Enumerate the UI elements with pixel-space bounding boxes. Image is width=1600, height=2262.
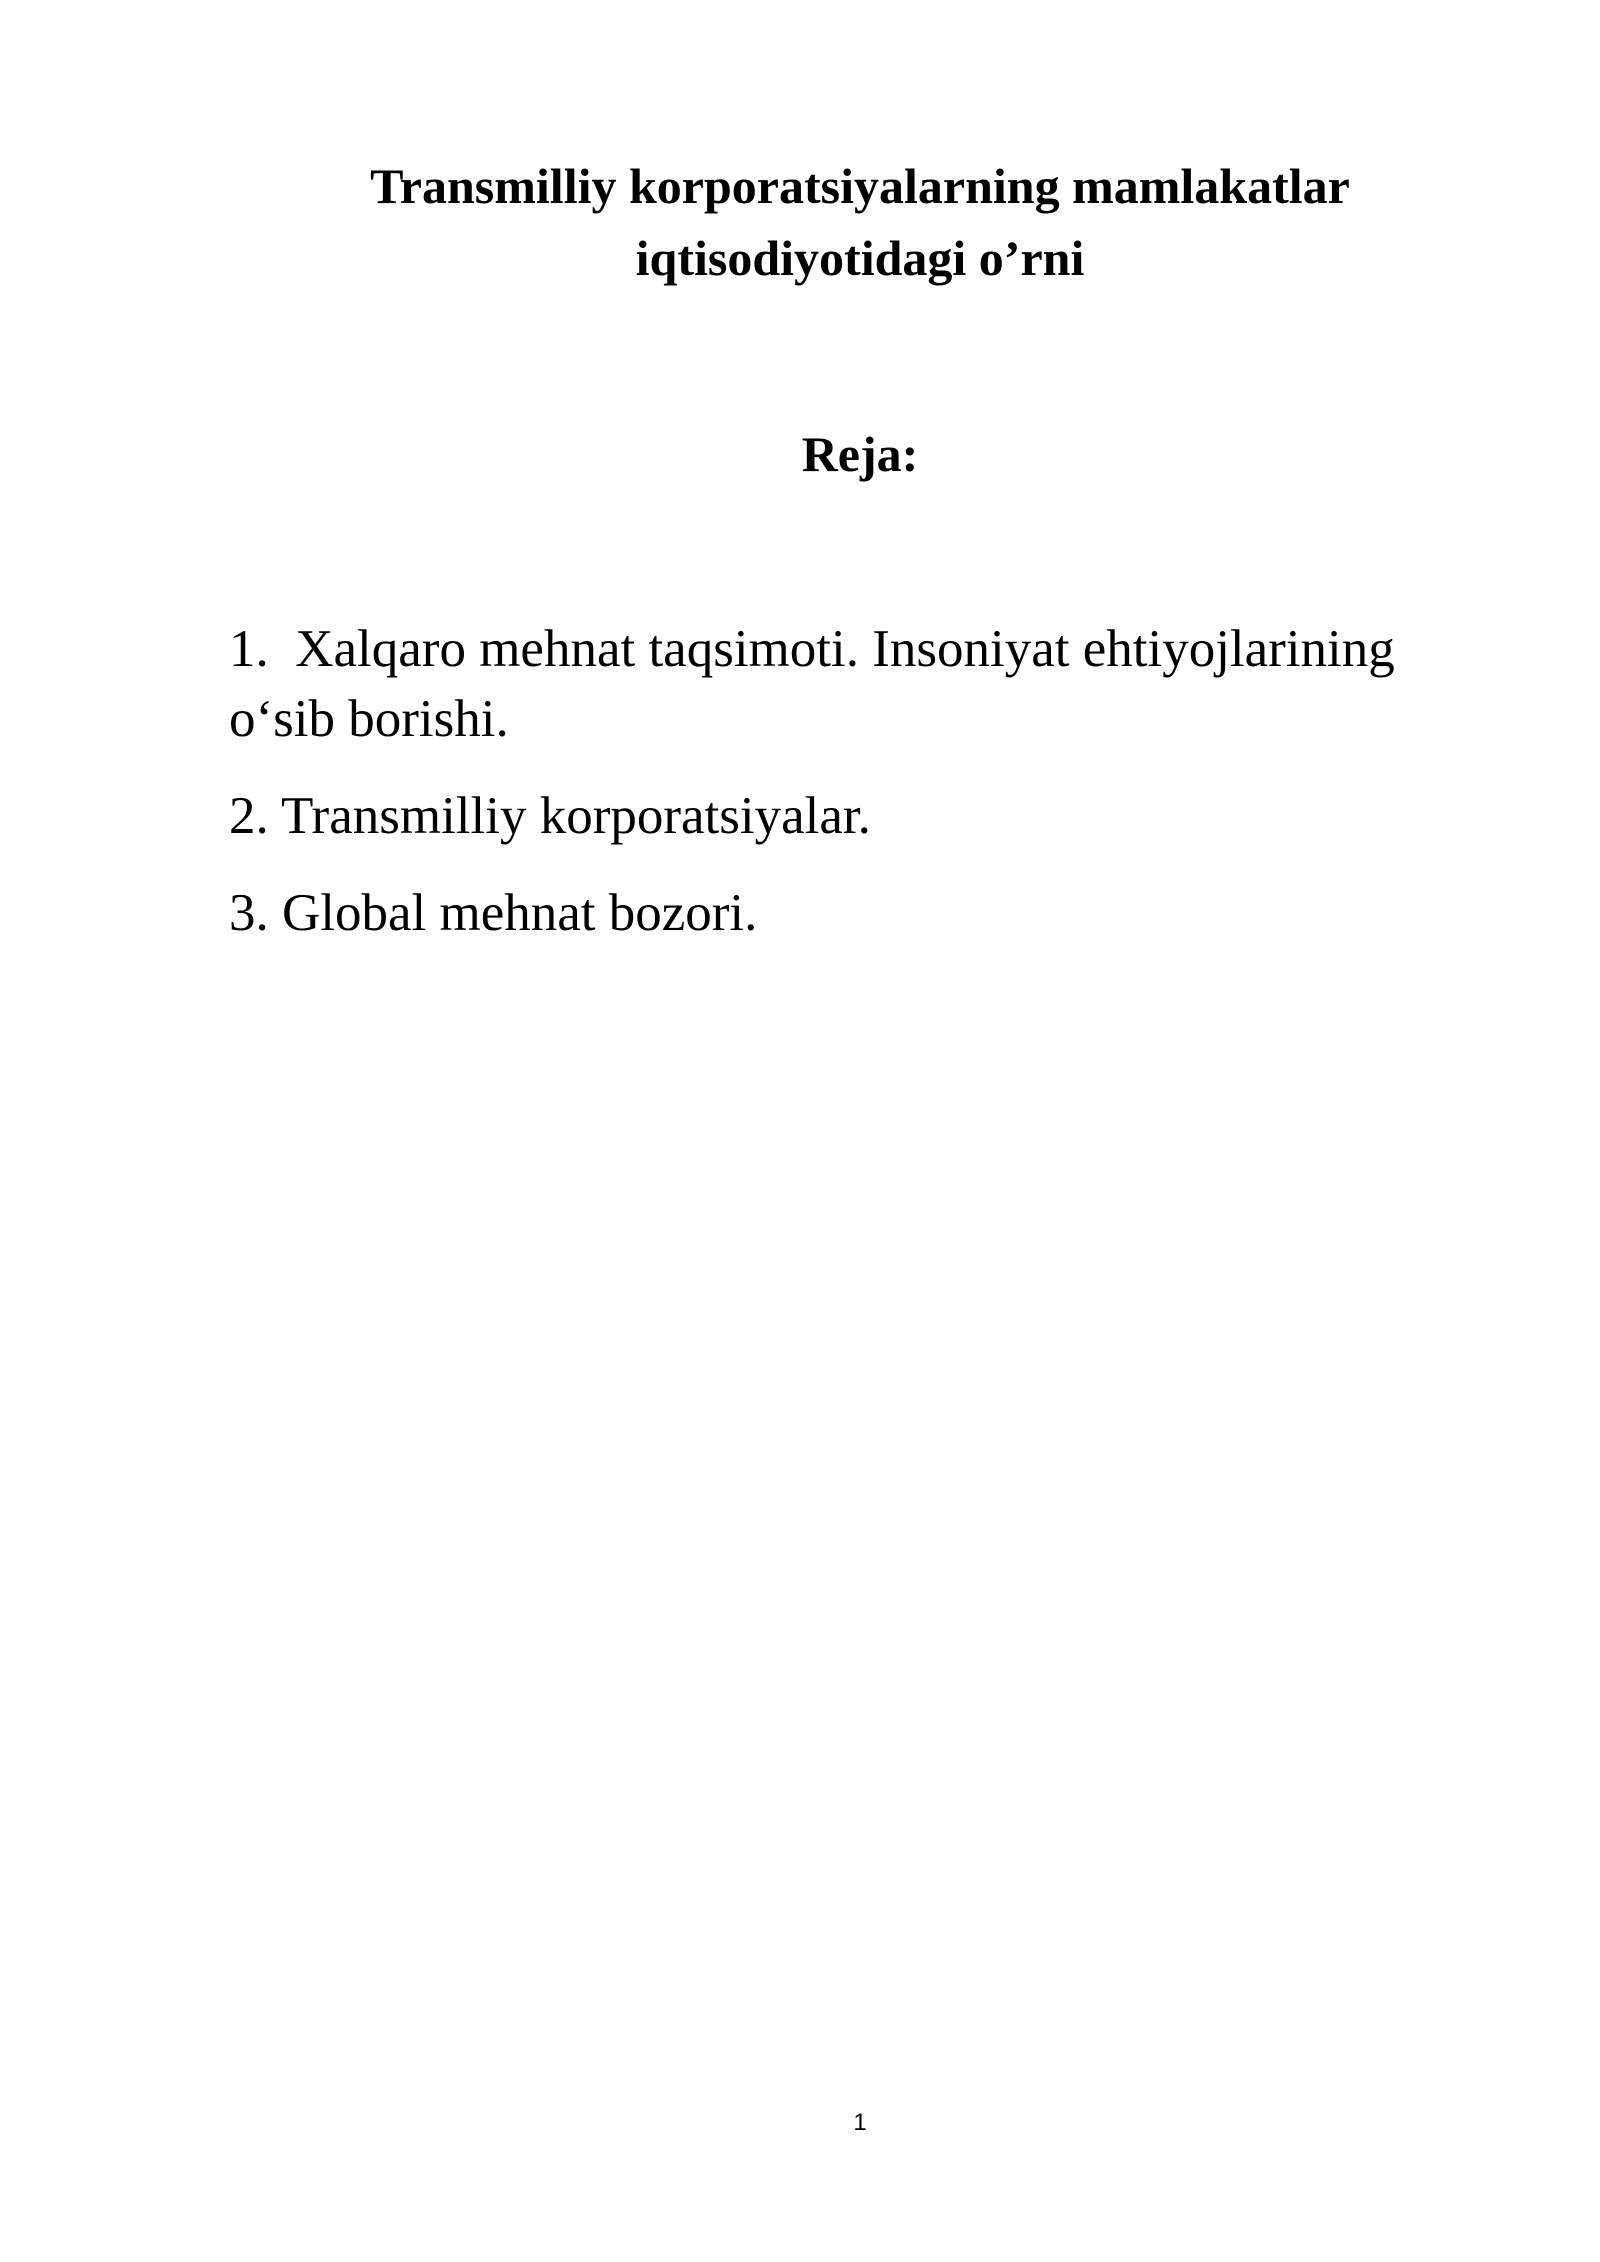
plan-item-text: Xalqaro mehnat taqsimoti. Insoniyat ehtiyojlarining o‘sib borishi. bbox=[229, 620, 1395, 748]
title-line: iqtisodiyotidagi o’rni bbox=[635, 230, 1085, 286]
page-number: 1 bbox=[853, 2109, 867, 2136]
plan-item-text: Global mehnat bozori. bbox=[282, 884, 758, 942]
plan-item bbox=[229, 878, 1449, 948]
title-line: Transmilliy korporatsiyalarning mamlakatlar bbox=[370, 158, 1350, 214]
plan-heading: Reja: bbox=[801, 426, 919, 482]
document-title bbox=[230, 150, 1490, 294]
plan-item-text: Transmilliy korporatsiyalar. bbox=[281, 787, 871, 845]
plan-list bbox=[229, 614, 1449, 975]
plan-item-number: 3. bbox=[229, 884, 282, 942]
plan-item bbox=[229, 781, 1449, 851]
plan-item bbox=[229, 614, 1449, 754]
plan-item-number: 2. bbox=[229, 787, 282, 845]
plan-item-number: 1. bbox=[229, 620, 296, 678]
